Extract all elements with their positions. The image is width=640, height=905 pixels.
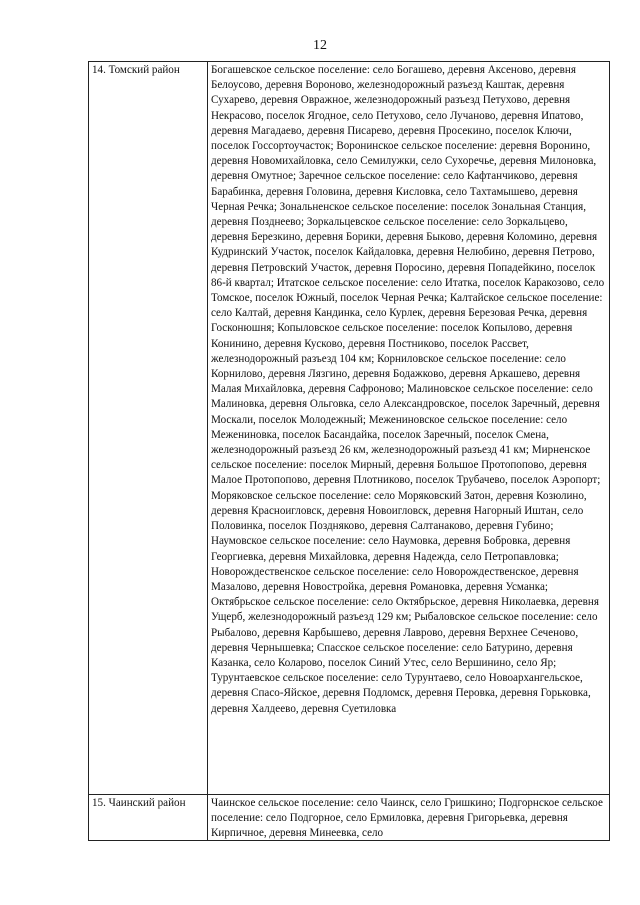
table-row <box>89 62 610 795</box>
district-name-cell <box>89 795 208 841</box>
table-row <box>89 795 610 841</box>
district-name: 14. Томский район <box>92 64 180 76</box>
settlements-cell <box>208 62 610 795</box>
settlements-text: Богашевское сельское поселение: село Богашево, деревня Аксеново, деревня Белоусово, деревня Вороново, железнодорожный разъезд Каштак, деревня Сухарево, деревня Овражное, железнодорожный разъезд Петухово, деревня Некрасово, поселок Ягодное, село Петухово, село Лучаново, деревня Ипатово, деревня Магадаево, деревня Писарево, деревня Просекино, поселок Ключи, поселок Госсортоучасток; Воронинское сельское поселение: деревня Воронино, деревня Новомихайловка, село Семилужки, село Сухоречье, деревня Милоновка, деревня Омутное; Заречное сельское поселение: село Кафтанчиково, деревня Барабинка, деревня Головина, деревня Кисловка, село Тахтамышево, деревня Черная Речка; Зональненское сельское поселение: поселок Зональная Станция, деревня Позднеево; Зоркальцевское сельское поселение: село Зоркальцево, деревня Березкино, деревня Борики, деревня Быково, деревня Коломино, деревня Кудринский Участок, поселок Кайдаловка, деревня Нелюбино, деревня Петрово, деревня Петровский Участок, деревня Поросино, деревня Попадейкино, поселок 86-й квартал; Итатское сельское поселение: село Итатка, поселок Каракозово, село Томское, поселок Южный, поселок Черная Речка; Калтайское сельское поселение: село Калтай, деревня Кандинка, село Курлек, деревня Березовая Речка, деревня Госконюшня; Копыловское сельское поселение: поселок Копылово, деревня Конинино, деревня Кусково, деревня Постниково, поселок Рассвет, железнодорожный разъезд 104 км; Корниловское сельское поселение: село Корнилово, деревня Лязгино, деревня Бодажково, деревня Аркашево, деревня Малая Михайловка, деревня Сафроново; Малиновское сельское поселение: село Малиновка, деревня Ольговка, село Александровское, поселок Заречный, деревня Москали, поселок Молодежный; Межениновское сельское поселение: село Межениновка, поселок Басандайка, поселок Заречный, поселок Смена, железнодорожный разъезд 26 км, железнодорожный разъезд 41 км; Мирненское сельское поселение: поселок Мирный, деревня Большое Протопопово, деревня Малое Протопопово, деревня Плотниково, поселок Трубачево, поселок Аэропорт; Моряковское сельское поселение: село Моряковский Затон, деревня Козюлино, деревня Красноигловск, деревня Новоигловск, деревня Нагорный Иштан, село Половинка, поселок Поздняково, деревня Салтанаково, деревня Губино; Наумовское сельское поселение: село Наумовка, деревня Бобровка, деревня Георгиевка, деревня Михайловка, деревня Надежда, село Петропавловка; Новорождественское сельское поселение: село Новорождественское, деревня Мазалово, деревня Новостройка, деревня Романовка, деревня Усманка; Октябрьское сельское поселение: село Октябрьское, деревня Николаевка, деревня Ущерб, железнодорожный разъезд 129 км; Рыбаловское сельское поселение: село Рыбалово, деревня Карбышево, деревня Лаврово, деревня Верхнее Сеченово, деревня Чернышевка; Спасское сельское поселение: село Батурино, деревня Казанка, село Коларово, поселок Синий Утес, село Вершинино, село Яр; Турунтаевское сельское поселение: село Турунтаево, село Новоархангельское, деревня Спасо-Яйское, деревня Подломск, деревня Перовка, деревня Горьковка, деревня Халдеево, деревня Суетиловка <box>211 64 605 715</box>
settlements-text: Чаинское сельское поселение: село Чаинск, село Гришкино; Подгорнское сельское поселение: село Подгорное, село Ермиловка, деревня Григорьевка, деревня Кирпичное, деревня Минеевка, село <box>211 797 603 839</box>
page-number: 12 <box>313 38 327 53</box>
settlements-table <box>88 61 610 841</box>
settlements-cell <box>208 795 610 841</box>
district-name: 15. Чаинский район <box>92 797 186 809</box>
district-name-cell <box>89 62 208 795</box>
